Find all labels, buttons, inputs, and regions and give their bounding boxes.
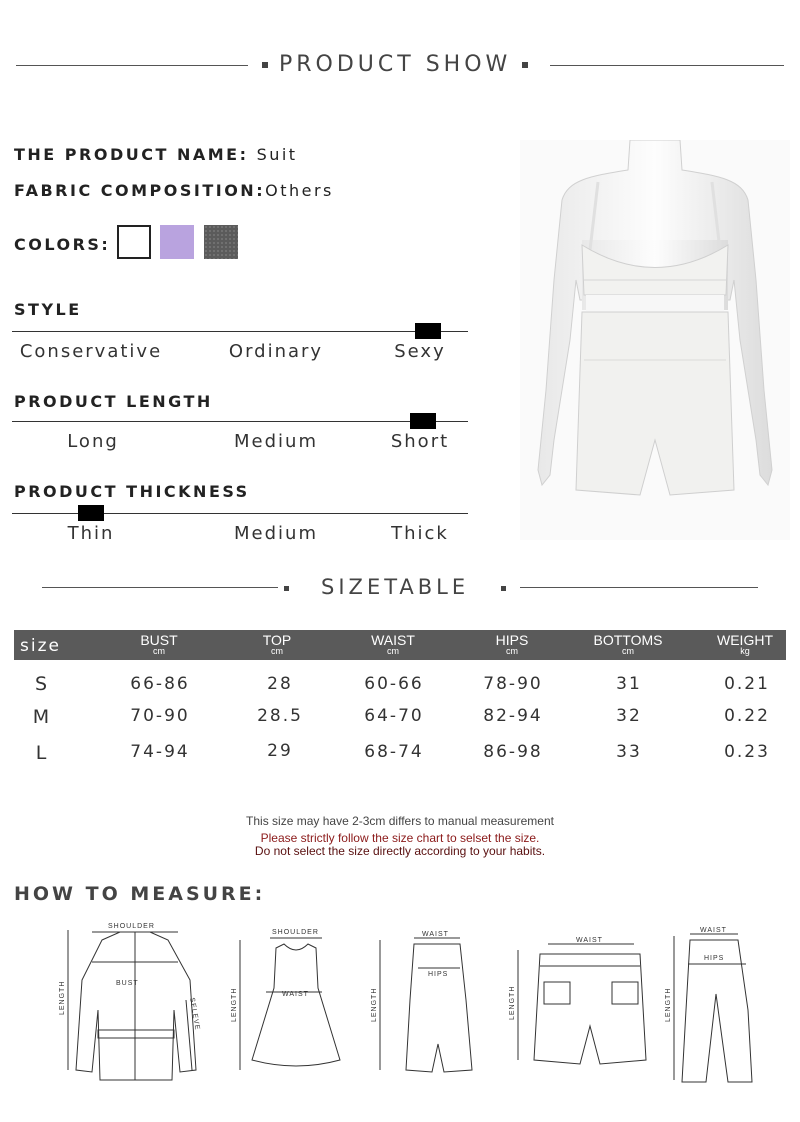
product-show-title: PRODUCT SHOW bbox=[262, 52, 528, 77]
length-option-short: Short bbox=[390, 431, 450, 452]
bullet-square-icon bbox=[262, 62, 268, 68]
table-cell: 66-86 bbox=[130, 674, 190, 694]
shorts-diagram bbox=[518, 944, 646, 1064]
product-name-value: Suit bbox=[256, 145, 298, 164]
jacket-shoulder-label: SHOULDER bbox=[108, 923, 155, 930]
colors-label: COLORS: bbox=[14, 235, 111, 254]
pants-length-label: LENGTH bbox=[665, 987, 672, 1022]
thickness-option-thin: Thin bbox=[67, 523, 115, 544]
jacket-sleeve-label: SELEVE bbox=[188, 997, 201, 1032]
mannequin-illustration bbox=[520, 140, 790, 540]
table-cell: 82-94 bbox=[483, 706, 543, 726]
measurement-diagrams bbox=[40, 910, 800, 1110]
table-cell: 0.23 bbox=[724, 742, 770, 762]
pants-hips-label: HIPS bbox=[704, 955, 725, 962]
waist-column-header: WAIST cm bbox=[371, 632, 415, 656]
jacket-length-label: LENGTH bbox=[59, 980, 66, 1015]
table-cell: 86-98 bbox=[483, 742, 543, 762]
size-column-header: size bbox=[20, 636, 61, 656]
table-cell: 60-66 bbox=[364, 674, 424, 694]
thickness-option-medium: Medium bbox=[234, 523, 318, 544]
bottoms-column-header: BOTTOMS cm bbox=[593, 632, 663, 656]
jacket-bust-label: BUST bbox=[116, 980, 139, 987]
table-cell: 0.21 bbox=[724, 674, 770, 694]
skirt-waist-label: WAIST bbox=[422, 931, 449, 938]
bullet-square-icon bbox=[284, 586, 289, 591]
shorts-waist-label: WAIST bbox=[576, 937, 603, 944]
style-selected-marker bbox=[415, 323, 441, 339]
weight-column-header: WEIGHT kg bbox=[717, 632, 773, 656]
shorts-length-label: LENGTH bbox=[509, 985, 516, 1020]
length-selected-marker bbox=[410, 413, 436, 429]
jacket-diagram bbox=[68, 930, 196, 1080]
fabric-row: FABRIC COMPOSITION:Others bbox=[14, 181, 334, 200]
sizetable-rule-left bbox=[42, 587, 278, 588]
measurement-note: This size may have 2-3cm differs to manual measurement bbox=[246, 814, 554, 828]
color-swatch-purple[interactable] bbox=[160, 225, 194, 259]
dress-waist-label: WAIST bbox=[282, 991, 309, 998]
bullet-square-icon bbox=[522, 62, 528, 68]
skirt-length-label: LENGTH bbox=[371, 987, 378, 1022]
size-cell: L bbox=[35, 742, 49, 764]
product-photo bbox=[520, 140, 790, 540]
style-scale-line bbox=[12, 331, 468, 332]
bust-column-header: BUST cm bbox=[140, 632, 178, 656]
color-swatch-white[interactable] bbox=[117, 225, 151, 259]
size-cell: M bbox=[32, 706, 52, 728]
table-cell: 78-90 bbox=[483, 674, 543, 694]
table-cell: 31 bbox=[616, 674, 642, 694]
length-option-long: Long bbox=[67, 431, 119, 452]
color-swatch-gray[interactable] bbox=[204, 225, 238, 259]
table-cell: 70-90 bbox=[130, 706, 190, 726]
hips-column-header: HIPS cm bbox=[495, 632, 529, 656]
size-cell: S bbox=[34, 673, 50, 695]
table-cell: 64-70 bbox=[364, 706, 424, 726]
table-cell: 74-94 bbox=[130, 742, 190, 762]
style-option-ordinary: Ordinary bbox=[228, 341, 324, 362]
style-option-conservative: Conservative bbox=[19, 341, 163, 362]
fabric-value: Others bbox=[265, 181, 334, 200]
length-label: PRODUCT LENGTH bbox=[14, 392, 213, 411]
table-cell: 28.5 bbox=[257, 706, 303, 726]
length-option-medium: Medium bbox=[234, 431, 318, 452]
table-cell: 32 bbox=[616, 706, 642, 726]
product-name-row: THE PRODUCT NAME: Suit bbox=[14, 145, 298, 164]
dress-shoulder-label: SHOULDER bbox=[272, 929, 319, 936]
size-warning-line-2: Do not select the size directly according to your habits. bbox=[254, 844, 546, 858]
dress-diagram bbox=[240, 938, 340, 1070]
table-cell: 33 bbox=[616, 742, 642, 762]
table-cell: 68-74 bbox=[364, 742, 424, 762]
thickness-option-thick: Thick bbox=[391, 523, 449, 544]
header-rule-right bbox=[550, 65, 784, 66]
pants-waist-label: WAIST bbox=[700, 927, 727, 934]
table-cell: 0.22 bbox=[724, 706, 770, 726]
length-scale-line bbox=[12, 421, 468, 422]
size-warning-line-1: Please strictly follow the size chart to selset the size. bbox=[260, 831, 540, 845]
skirt-hips-label: HIPS bbox=[428, 971, 449, 978]
skirt-diagram bbox=[380, 938, 472, 1072]
thickness-selected-marker bbox=[78, 505, 104, 521]
dress-length-label: LENGTH bbox=[231, 987, 238, 1022]
bullet-square-icon bbox=[501, 586, 506, 591]
sizetable-title: SIZETABLE bbox=[284, 575, 506, 599]
top-column-header: TOP cm bbox=[262, 632, 292, 656]
sizetable-rule-right bbox=[520, 587, 758, 588]
how-to-measure-title: HOW TO MEASURE: bbox=[14, 883, 266, 905]
style-option-sexy: Sexy bbox=[394, 341, 446, 362]
table-cell: 28 bbox=[267, 674, 293, 694]
style-label: STYLE bbox=[14, 300, 82, 319]
thickness-label: PRODUCT THICKNESS bbox=[14, 482, 250, 501]
table-cell: 29 bbox=[267, 741, 293, 761]
header-rule-left bbox=[16, 65, 248, 66]
